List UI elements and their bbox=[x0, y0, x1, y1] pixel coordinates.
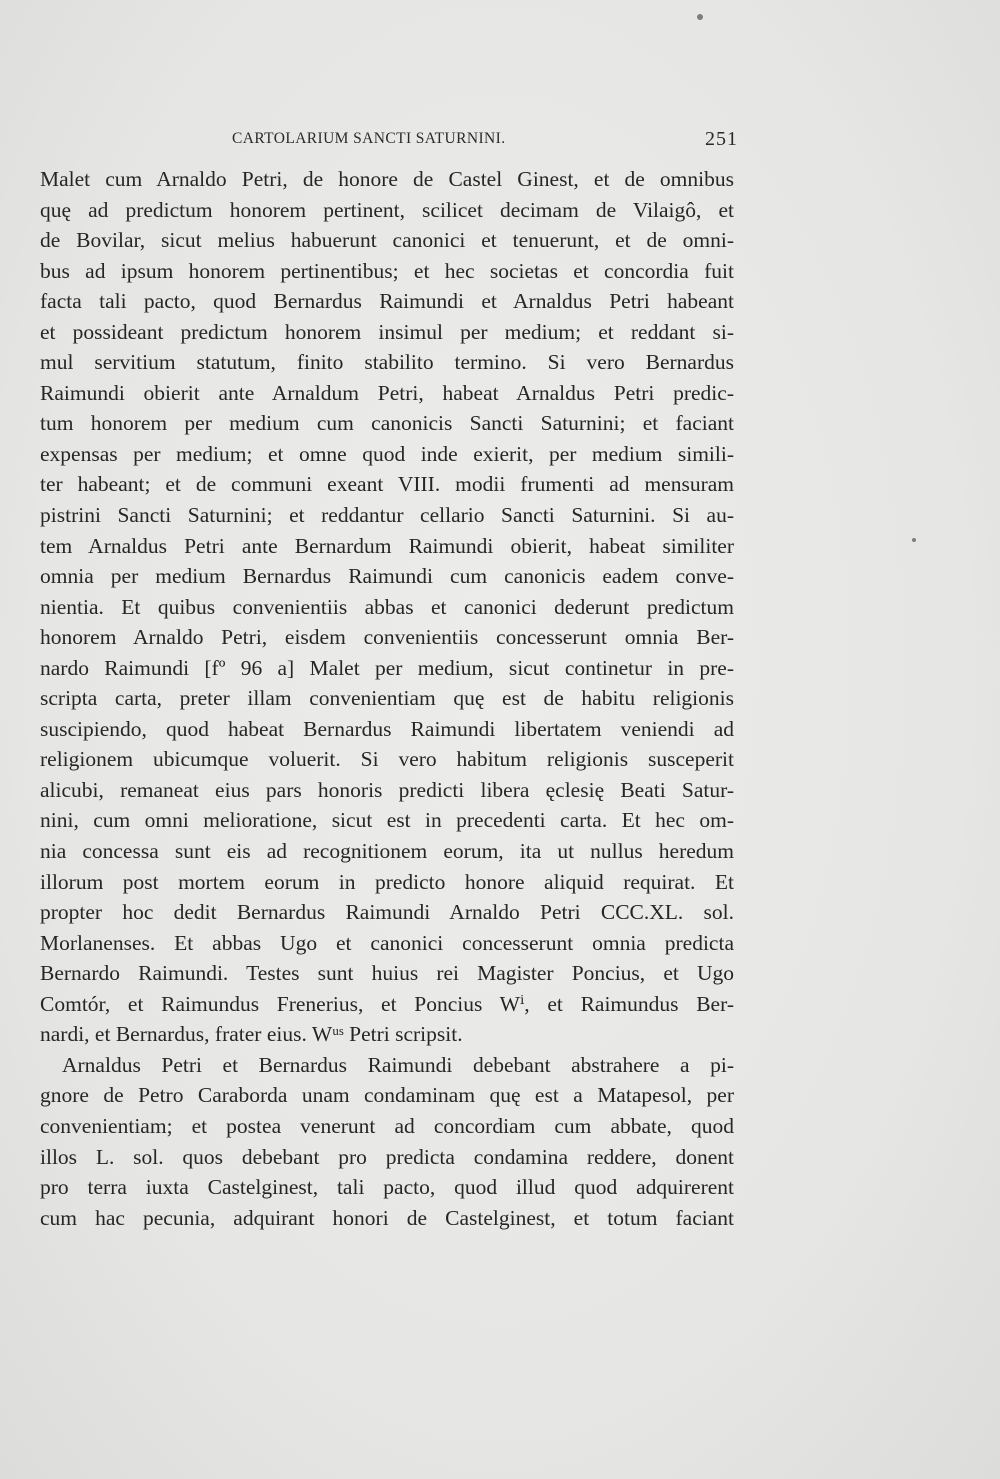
text-line: honorem Arnaldo Petri, eisdem convenientiis concesserunt omnia Ber- bbox=[40, 625, 734, 650]
text-line: expensas per medium; et omne quod inde exierit, per medium simili- bbox=[40, 441, 734, 466]
text-line: de Bovilar, sicut melius habuerunt canonici et tenuerunt, et de omni- bbox=[40, 228, 734, 253]
text-line: scripta carta, preter illam convenientiam quę est de habitu religionis bbox=[40, 686, 734, 711]
paragraph bbox=[40, 1050, 734, 1233]
text-line: nientia. Et quibus convenientiis abbas et canonici dederunt predictum bbox=[40, 594, 734, 619]
text-line: gnore de Petro Caraborda unam condaminam quę est a Matapesol, per bbox=[40, 1083, 734, 1108]
text-line: nardo Raimundi [fº 96 a] Malet per medium, sicut continetur in pre- bbox=[40, 655, 734, 680]
text-line: illos L. sol. quos debebant pro predicta condamina reddere, donent bbox=[40, 1144, 734, 1169]
body-text bbox=[40, 164, 734, 1233]
text-line: propter hoc dedit Bernardus Raimundi Arnaldo Petri CCC.XL. sol. bbox=[40, 900, 734, 925]
text-line: convenientiam; et postea venerunt ad concordiam cum abbate, quod bbox=[40, 1113, 734, 1138]
text-line: mul servitium statutum, finito stabilito termino. Si vero Bernardus bbox=[40, 350, 734, 375]
text-line: illorum post mortem eorum in predicto honore aliquid requirat. Et bbox=[40, 869, 734, 894]
text-line: Comtór, et Raimundus Frenerius, et Poncius Wⁱ, et Raimundus Ber- bbox=[40, 991, 734, 1016]
text-line: pro terra iuxta Castelginest, tali pacto, quod illud quod adquirerent bbox=[40, 1175, 734, 1200]
text-line: omnia per medium Bernardus Raimundi cum canonicis eadem conve- bbox=[40, 564, 734, 589]
running-head bbox=[40, 128, 738, 152]
text-line: quę ad predictum honorem pertinent, scilicet decimam de Vilaigô, et bbox=[40, 197, 734, 222]
page-number: 251 bbox=[705, 128, 738, 150]
text-line: bus ad ipsum honorem pertinentibus; et hec societas et concordia fuit bbox=[40, 258, 734, 283]
text-line: et possideant predictum honorem insimul per medium; et reddant si- bbox=[40, 319, 734, 344]
text-line: religionem ubicumque voluerit. Si vero habitum religionis susceperit bbox=[40, 747, 734, 772]
text-line: pistrini Sancti Saturnini; et reddantur cellario Sancti Saturnini. Si au- bbox=[40, 503, 734, 528]
text-line: Bernardo Raimundi. Testes sunt huius rei Magister Poncius, et Ugo bbox=[40, 961, 734, 986]
ink-speck bbox=[697, 14, 703, 20]
text-line: Raimundi obierit ante Arnaldum Petri, habeat Arnaldus Petri predic- bbox=[40, 380, 734, 405]
text-line: nini, cum omni melioratione, sicut est in precedenti carta. Et hec om- bbox=[40, 808, 734, 833]
ink-speck bbox=[912, 538, 916, 542]
text-line: tum honorem per medium cum canonicis Sancti Saturnini; et faciant bbox=[40, 411, 734, 436]
running-title: CARTOLARIUM SANCTI SATURNINI. bbox=[232, 130, 506, 147]
text-line: Morlanenses. Et abbas Ugo et canonici concesserunt omnia predicta bbox=[40, 930, 734, 955]
text-line: alicubi, remaneat eius pars honoris predicti libera ęclesię Beati Satur- bbox=[40, 777, 734, 802]
text-line: Arnaldus Petri et Bernardus Raimundi debebant abstrahere a pi- bbox=[62, 1052, 734, 1077]
text-line: facta tali pacto, quod Bernardus Raimundi et Arnaldus Petri habeant bbox=[40, 289, 734, 314]
text-line: nia concessa sunt eis ad recognitionem eorum, ita ut nullus heredum bbox=[40, 839, 734, 864]
text-line: cum hac pecunia, adquirant honori de Castelginest, et totum faciant bbox=[40, 1205, 734, 1230]
text-line: Malet cum Arnaldo Petri, de honore de Castel Ginest, et de omnibus bbox=[40, 167, 734, 191]
paragraph bbox=[40, 164, 734, 1050]
text-line: tem Arnaldus Petri ante Bernardum Raimundi obierit, habeat similiter bbox=[40, 533, 734, 558]
text-line: nardi, et Bernardus, frater eius. Wᵘˢ Petri scripsit. bbox=[40, 1022, 463, 1047]
text-line: suscipiendo, quod habeat Bernardus Raimundi libertatem veniendi ad bbox=[40, 716, 734, 741]
text-line: ter habeant; et de communi exeant VIII. modii frumenti ad mensuram bbox=[40, 472, 734, 497]
